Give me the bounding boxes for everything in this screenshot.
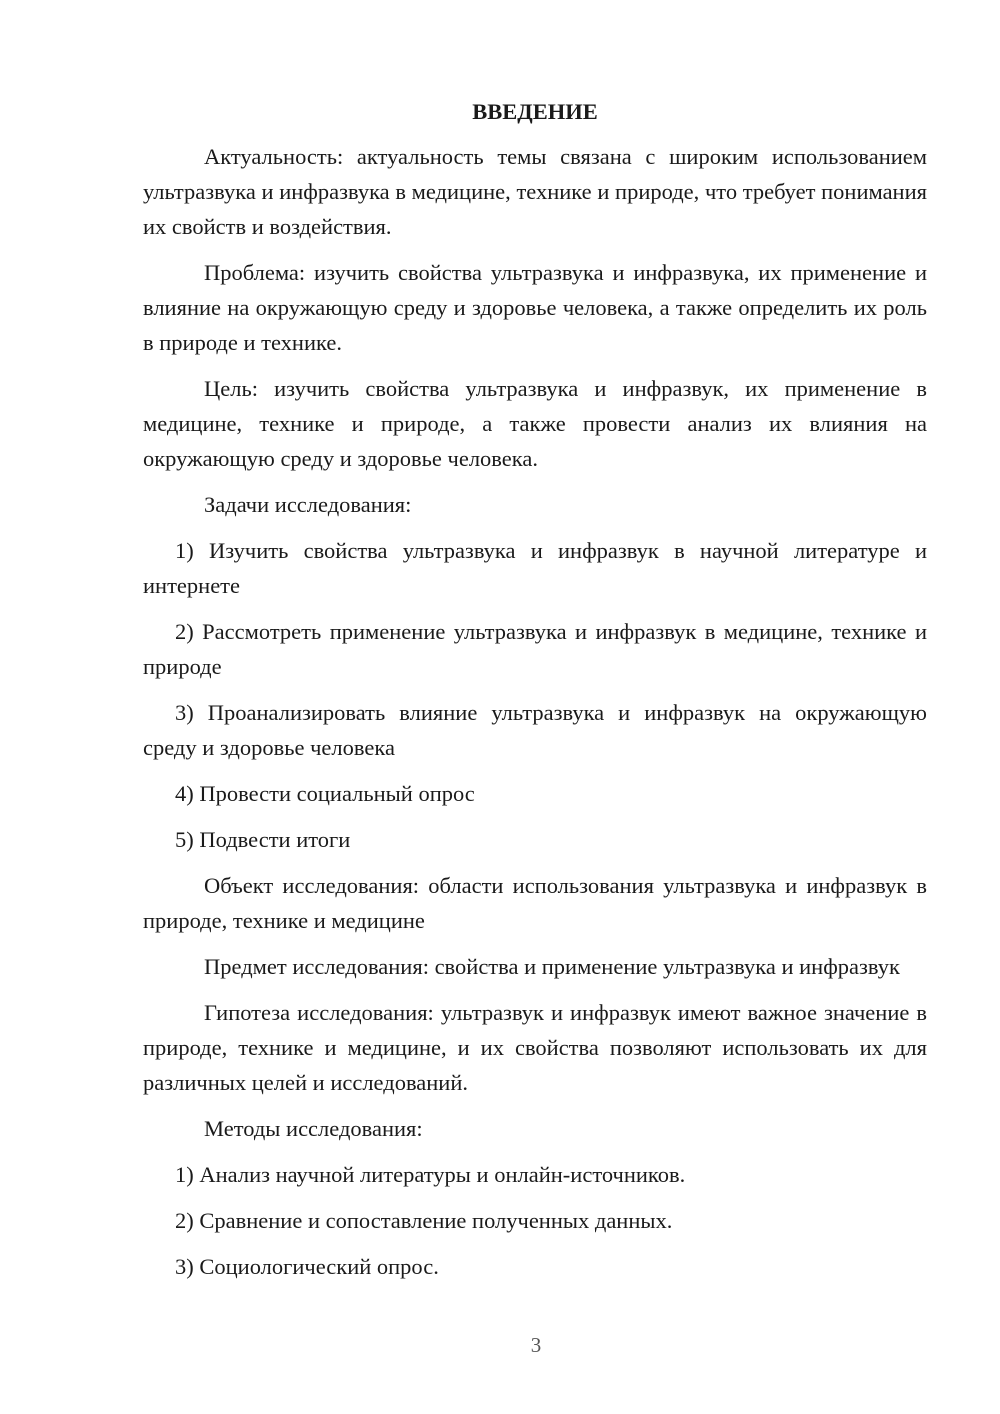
page-title: ВВЕДЕНИЕ <box>472 99 598 124</box>
document-body <box>143 94 927 1295</box>
paragraph-subject: Предмет исследования: свойства и применение ультразвука и инфразвук <box>204 954 900 979</box>
methods-title: Методы исследования: <box>204 1116 423 1141</box>
task-item-5: 5) Подвести итоги <box>175 827 351 852</box>
method-item-3: 3) Социологический опрос. <box>175 1254 439 1279</box>
task-item-1: 1) Изучить свойства ультразвука и инфразвук в научной литературе и интернете <box>143 538 927 598</box>
paragraph-hypothesis: Гипотеза исследования: ультразвук и инфразвук имеют важное значение в природе, технике и медицине, и их свойства позволяют использовать их для различных целей и исследований. <box>143 1000 927 1095</box>
paragraph-object: Объект исследования: области использования ультразвука и инфразвук в природе, технике и медицине <box>143 873 927 933</box>
task-item-3: 3) Проанализировать влияние ультразвука и инфразвук на окружающую среду и здоровье человека <box>143 700 927 760</box>
tasks-title: Задачи исследования: <box>204 492 412 517</box>
paragraph-problem: Проблема: изучить свойства ультразвука и инфразвука, их применение и влияние на окружающую среду и здоровье человека, а также определить их роль в природе и технике. <box>143 260 927 355</box>
page-number: 3 <box>530 1333 542 1357</box>
method-item-1: 1) Анализ научной литературы и онлайн-источников. <box>175 1162 686 1187</box>
paragraph-goal: Цель: изучить свойства ультразвука и инфразвук, их применение в медицине, технике и природе, а также провести анализ их влияния на окружающую среду и здоровье человека. <box>143 376 927 471</box>
task-item-2: 2) Рассмотреть применение ультразвука и инфразвук в медицине, технике и природе <box>143 619 927 679</box>
paragraph-relevance: Актуальность: актуальность темы связана с широким использованием ультразвука и инфразвука в медицине, технике и природе, что требует понимания их свойств и воздействия. <box>143 144 927 239</box>
method-item-2: 2) Сравнение и сопоставление полученных данных. <box>175 1208 673 1233</box>
task-item-4: 4) Провести социальный опрос <box>175 781 475 806</box>
